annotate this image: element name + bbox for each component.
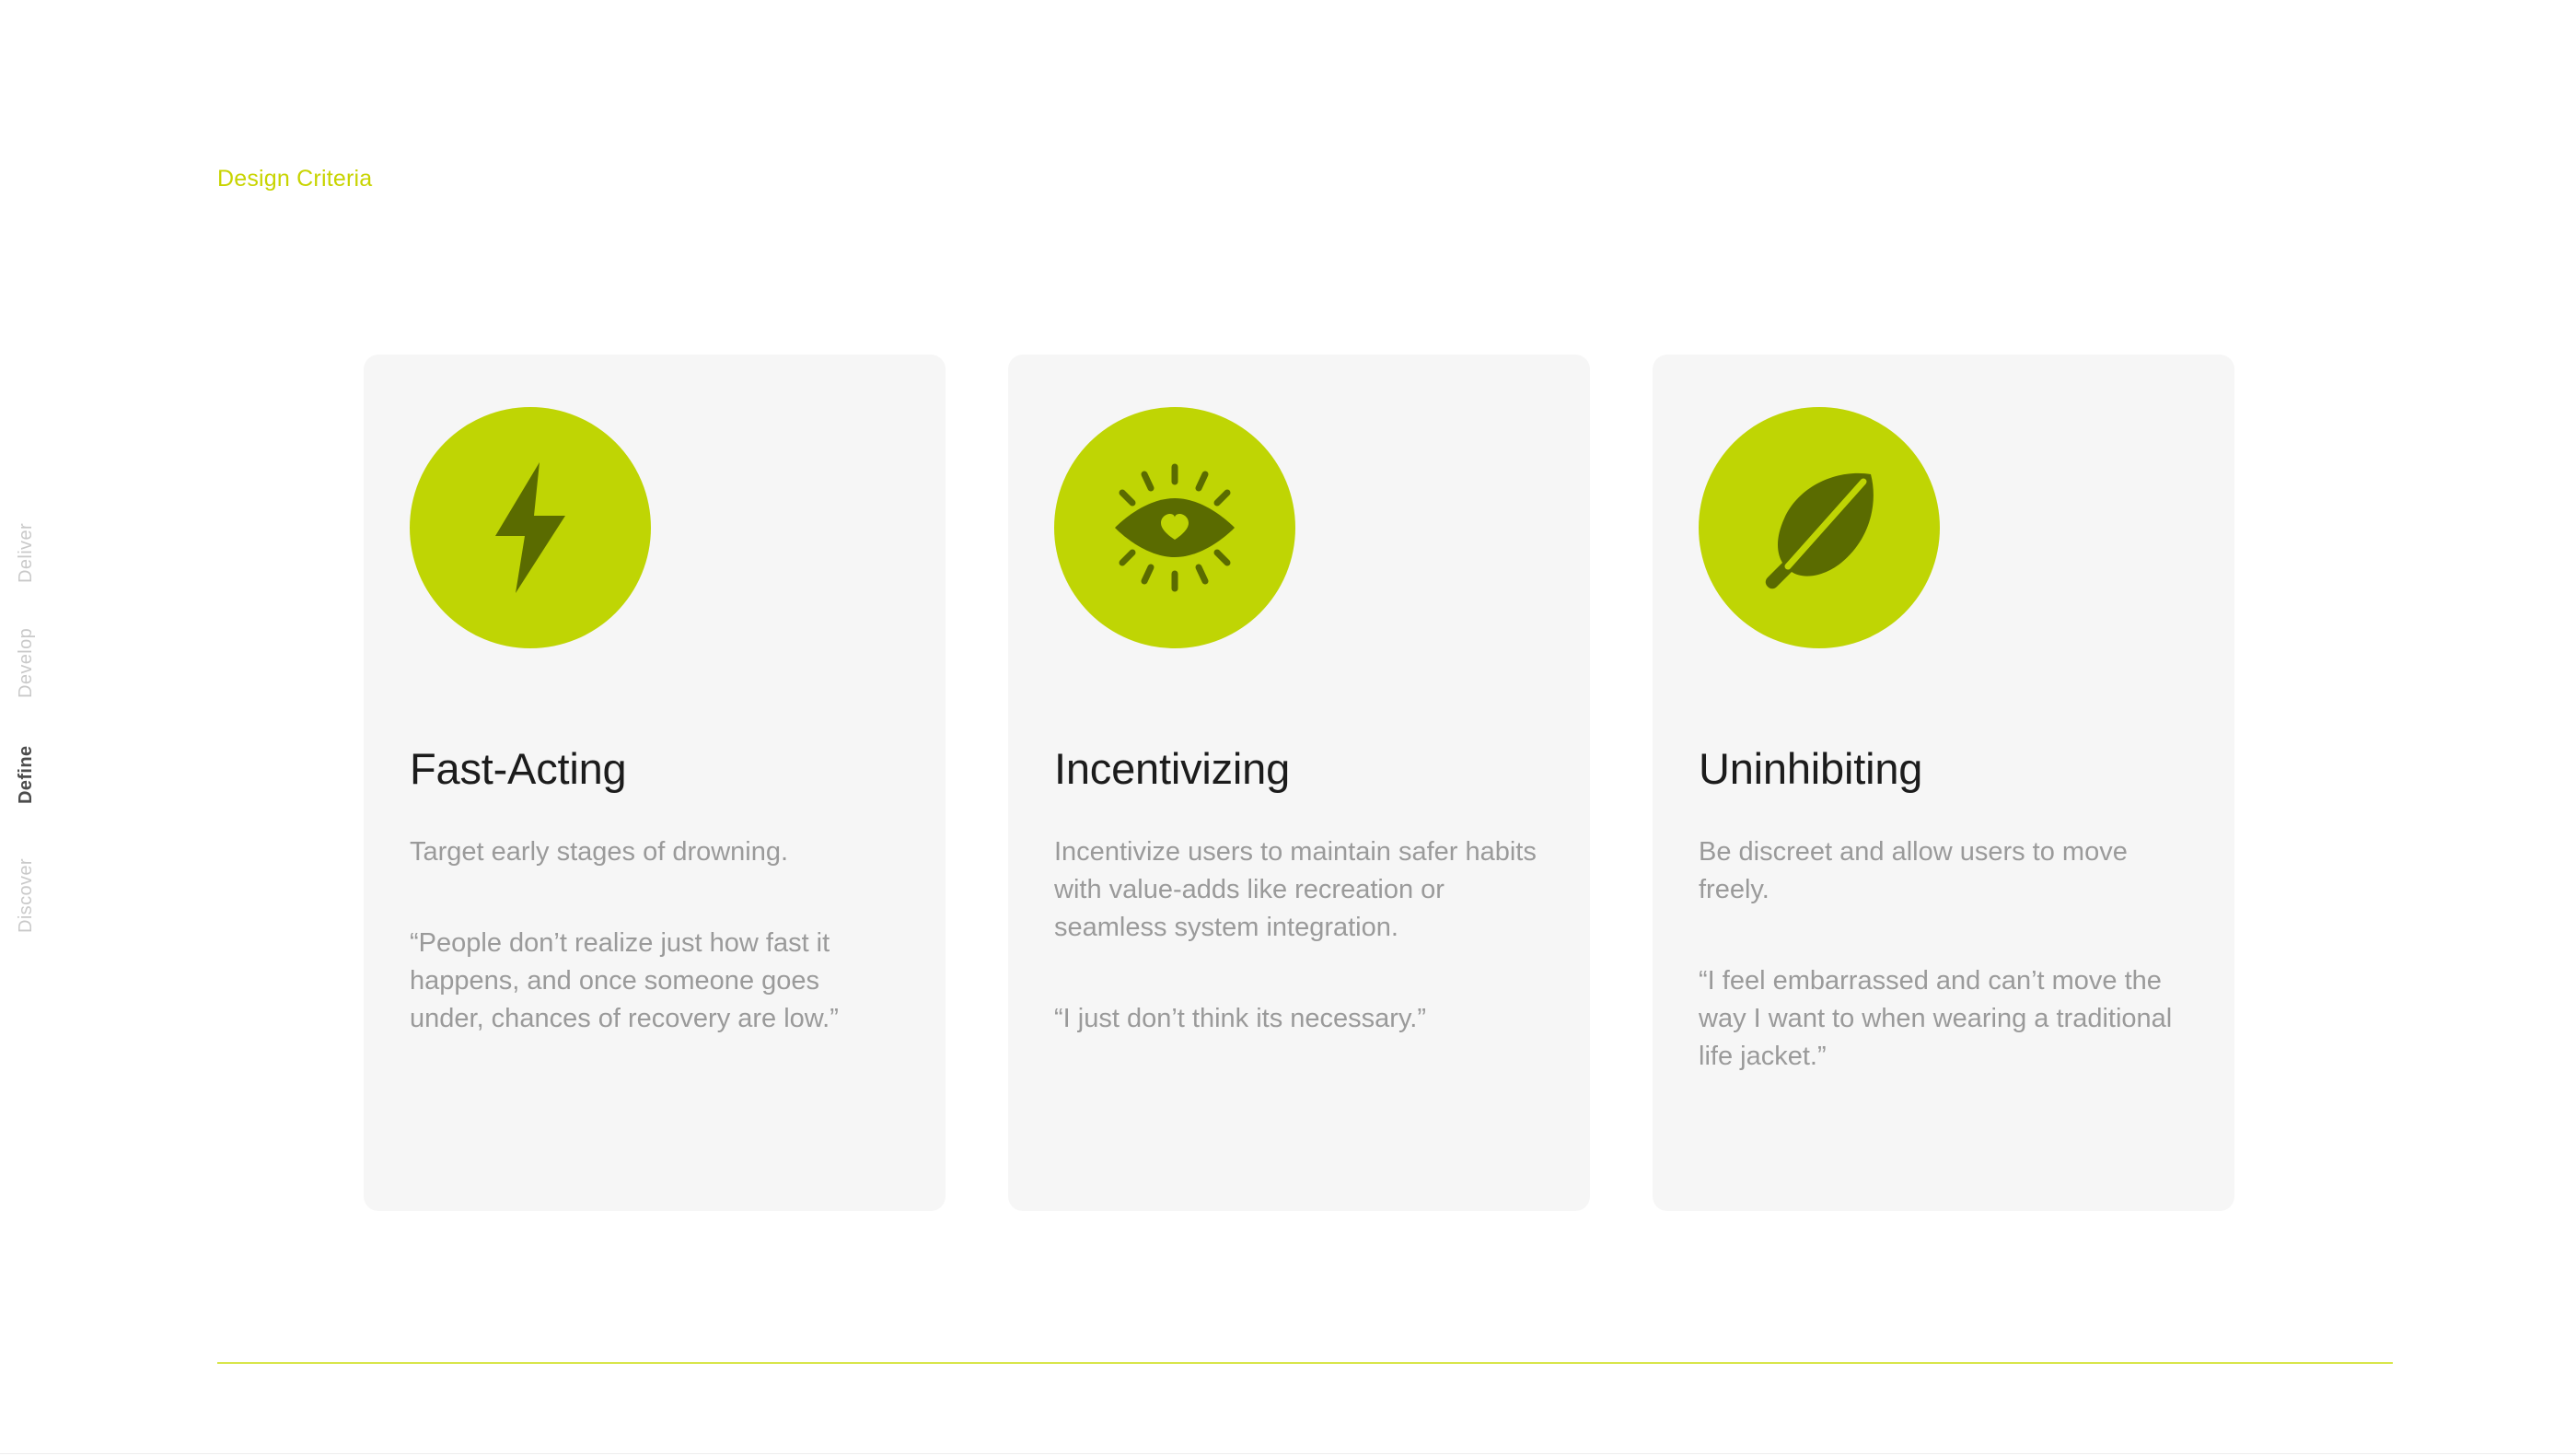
eye-heart-icon xyxy=(1054,407,1295,648)
sidebar-item-deliver[interactable]: Deliver xyxy=(16,522,36,583)
bottom-divider xyxy=(0,1453,2576,1454)
footer-divider xyxy=(217,1362,2393,1364)
card-quote: “I just don’t think its necessary.” xyxy=(1054,1004,1427,1034)
card-description: Incentivize users to maintain safer habits with value-adds like recreation or seamless system integration. xyxy=(1054,836,1537,943)
sidebar-item-develop[interactable]: Develop xyxy=(16,627,36,698)
criteria-card xyxy=(364,355,946,1211)
criteria-card xyxy=(1653,355,2234,1211)
card-title: Fast-Acting xyxy=(410,744,627,793)
side-nav xyxy=(0,460,110,995)
card-title: Uninhibiting xyxy=(1699,744,1923,793)
page-title: Design Criteria xyxy=(217,166,373,192)
feather-icon xyxy=(1699,407,1940,648)
card-quote: “People don’t realize just how fast it happens, and once someone goes under, chances of recovery are low.” xyxy=(410,927,839,1034)
card-quote: “I feel embarrassed and can’t move the way I want to when wearing a traditional life jacket.” xyxy=(1699,966,2173,1072)
sidebar-item-discover[interactable]: Discover xyxy=(16,858,36,933)
criteria-card-list xyxy=(364,355,2242,1211)
card-description: Be discreet and allow users to move freely. xyxy=(1699,836,2128,904)
criteria-card xyxy=(1008,355,1590,1211)
card-title: Incentivizing xyxy=(1054,744,1291,793)
sidebar-item-define[interactable]: Define xyxy=(16,745,36,804)
lightning-bolt-icon xyxy=(410,407,651,648)
card-description: Target early stages of drowning. xyxy=(410,836,789,867)
